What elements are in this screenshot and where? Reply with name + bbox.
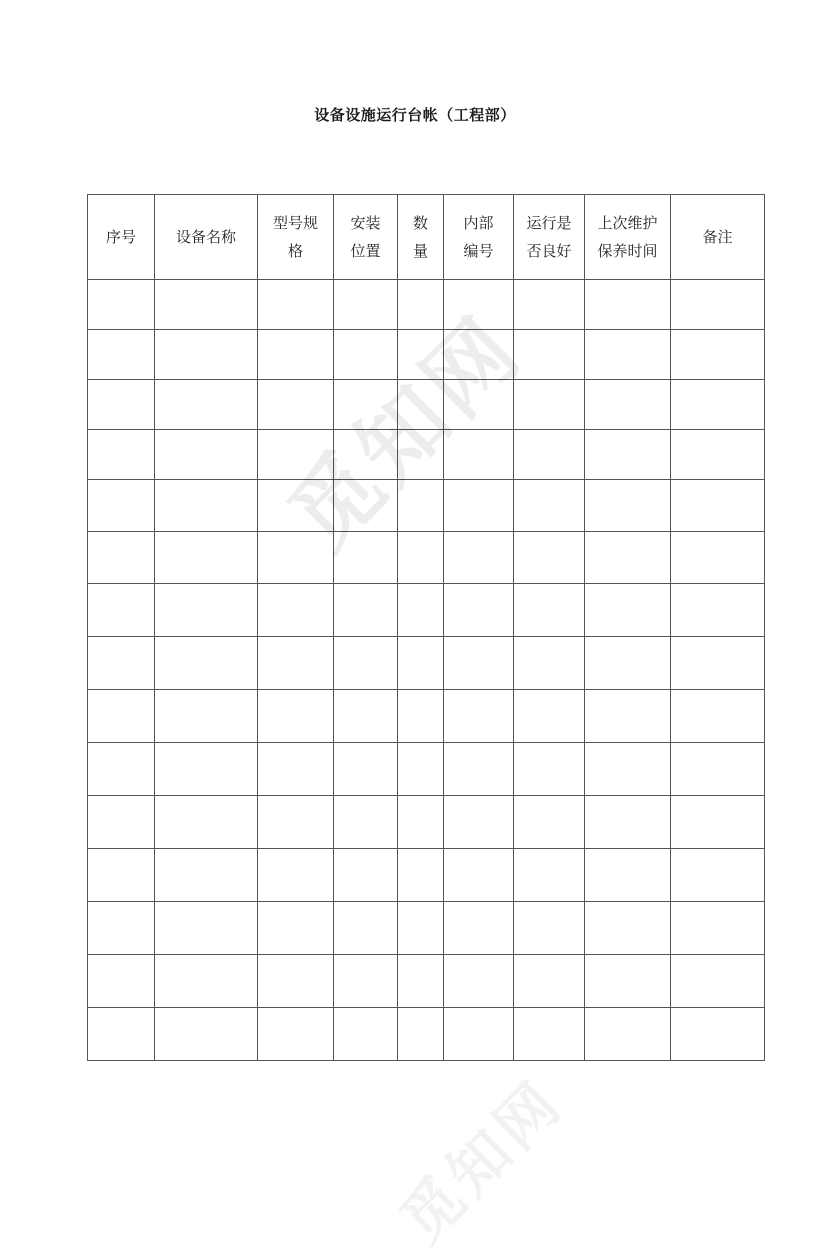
table-cell[interactable] [398, 1008, 444, 1061]
table-cell[interactable] [444, 637, 514, 690]
table-cell[interactable] [88, 430, 155, 480]
table-cell[interactable] [334, 902, 398, 955]
table-cell[interactable] [155, 532, 258, 584]
table-cell[interactable] [398, 480, 444, 532]
table-cell[interactable] [258, 1008, 334, 1061]
table-cell[interactable] [155, 796, 258, 849]
column-header-last-maintenance: 上次维护 保养时间 [585, 195, 671, 280]
table-cell[interactable] [671, 430, 765, 480]
table-cell[interactable] [444, 955, 514, 1008]
table-cell[interactable] [514, 584, 585, 637]
table-row [88, 380, 765, 430]
table-row [88, 849, 765, 902]
table-cell[interactable] [258, 480, 334, 532]
table-row [88, 690, 765, 743]
table-cell[interactable] [514, 1008, 585, 1061]
table-cell[interactable] [671, 743, 765, 796]
table-row [88, 1008, 765, 1061]
table-cell[interactable] [155, 955, 258, 1008]
table-cell[interactable] [671, 690, 765, 743]
table-cell[interactable] [398, 330, 444, 380]
table-cell[interactable] [514, 743, 585, 796]
table-cell[interactable] [155, 280, 258, 330]
table-cell[interactable] [258, 955, 334, 1008]
table-cell[interactable] [585, 584, 671, 637]
table-cell[interactable] [334, 584, 398, 637]
table-row [88, 532, 765, 584]
table-cell[interactable] [671, 480, 765, 532]
table-cell[interactable] [155, 330, 258, 380]
table-cell[interactable] [671, 380, 765, 430]
table-cell[interactable] [258, 380, 334, 430]
table-cell[interactable] [398, 280, 444, 330]
table-cell[interactable] [334, 796, 398, 849]
table-cell[interactable] [444, 480, 514, 532]
column-header-install-location: 安装 位置 [334, 195, 398, 280]
table-cell[interactable] [671, 330, 765, 380]
table-row [88, 330, 765, 380]
table-cell[interactable] [444, 430, 514, 480]
table-cell[interactable] [88, 1008, 155, 1061]
table-cell[interactable] [514, 280, 585, 330]
table-cell[interactable] [585, 637, 671, 690]
table-row [88, 955, 765, 1008]
table-cell[interactable] [398, 849, 444, 902]
table-cell[interactable] [444, 584, 514, 637]
table-cell[interactable] [334, 280, 398, 330]
table-cell[interactable] [88, 637, 155, 690]
table-cell[interactable] [585, 532, 671, 584]
table-cell[interactable] [514, 637, 585, 690]
table-cell[interactable] [258, 902, 334, 955]
column-header-remarks: 备注 [671, 195, 765, 280]
table-cell[interactable] [155, 902, 258, 955]
table-row [88, 480, 765, 532]
table-cell[interactable] [671, 532, 765, 584]
table-cell[interactable] [585, 480, 671, 532]
table-row [88, 902, 765, 955]
table-cell[interactable] [398, 690, 444, 743]
table-cell[interactable] [258, 330, 334, 380]
table-cell[interactable] [88, 955, 155, 1008]
table-cell[interactable] [444, 849, 514, 902]
table-cell[interactable] [258, 637, 334, 690]
table-cell[interactable] [398, 796, 444, 849]
table-cell[interactable] [88, 584, 155, 637]
table-cell[interactable] [155, 584, 258, 637]
table-cell[interactable] [88, 480, 155, 532]
table-cell[interactable] [514, 480, 585, 532]
table-cell[interactable] [671, 637, 765, 690]
table-cell[interactable] [334, 637, 398, 690]
table-cell[interactable] [585, 796, 671, 849]
table-cell[interactable] [585, 330, 671, 380]
table-cell[interactable] [398, 380, 444, 430]
table-cell[interactable] [88, 743, 155, 796]
table-cell[interactable] [671, 955, 765, 1008]
table-cell[interactable] [444, 380, 514, 430]
table-row [88, 743, 765, 796]
table-cell[interactable] [398, 430, 444, 480]
table-cell[interactable] [671, 584, 765, 637]
table-cell[interactable] [88, 796, 155, 849]
table-cell[interactable] [514, 690, 585, 743]
table-cell[interactable] [514, 380, 585, 430]
table-cell[interactable] [155, 430, 258, 480]
table-cell[interactable] [444, 532, 514, 584]
table-cell[interactable] [585, 743, 671, 796]
table-cell[interactable] [398, 532, 444, 584]
table-cell[interactable] [444, 743, 514, 796]
table-cell[interactable] [88, 849, 155, 902]
watermark-partial: 觅知网 [387, 1066, 578, 1257]
table-cell[interactable] [155, 690, 258, 743]
table-cell[interactable] [444, 796, 514, 849]
table-cell[interactable] [155, 480, 258, 532]
table-cell[interactable] [258, 532, 334, 584]
table-cell[interactable] [671, 849, 765, 902]
table-cell[interactable] [334, 849, 398, 902]
table-cell[interactable] [585, 380, 671, 430]
table-cell[interactable] [155, 743, 258, 796]
equipment-ledger-table [87, 194, 765, 1061]
table-cell[interactable] [671, 902, 765, 955]
table-row [88, 280, 765, 330]
table-cell[interactable] [155, 849, 258, 902]
column-header-equipment-name: 设备名称 [155, 195, 258, 280]
table-cell[interactable] [514, 955, 585, 1008]
table-cell[interactable] [334, 330, 398, 380]
table-row [88, 584, 765, 637]
table-cell[interactable] [334, 955, 398, 1008]
table-cell[interactable] [88, 280, 155, 330]
watermark: 觅知网 [269, 296, 542, 569]
table-cell[interactable] [258, 430, 334, 480]
table-cell[interactable] [585, 430, 671, 480]
table-row [88, 430, 765, 480]
table-cell[interactable] [88, 330, 155, 380]
table-cell[interactable] [514, 330, 585, 380]
table-cell[interactable] [334, 743, 398, 796]
table-cell[interactable] [258, 849, 334, 902]
table-row [88, 796, 765, 849]
column-header-model-spec: 型号规 格 [258, 195, 334, 280]
table-cell[interactable] [514, 796, 585, 849]
table-cell[interactable] [444, 1008, 514, 1061]
table-cell[interactable] [444, 690, 514, 743]
table-cell[interactable] [585, 1008, 671, 1061]
table-body [88, 280, 765, 1061]
table-cell[interactable] [88, 902, 155, 955]
table-row [88, 637, 765, 690]
page-title: 设备设施运行台帐（工程部） [314, 106, 516, 124]
table-cell[interactable] [88, 532, 155, 584]
table-cell[interactable] [585, 280, 671, 330]
table-cell[interactable] [258, 743, 334, 796]
table-cell[interactable] [155, 637, 258, 690]
table-cell[interactable] [444, 330, 514, 380]
table-cell[interactable] [334, 380, 398, 430]
table-cell[interactable] [514, 430, 585, 480]
table-cell[interactable] [88, 380, 155, 430]
table-cell[interactable] [334, 690, 398, 743]
table-cell[interactable] [444, 280, 514, 330]
table-cell[interactable] [585, 690, 671, 743]
table-cell[interactable] [444, 902, 514, 955]
table-cell[interactable] [671, 796, 765, 849]
table-cell[interactable] [398, 637, 444, 690]
column-header-quantity: 数 量 [398, 195, 444, 280]
column-header-serial-number: 序号 [88, 195, 155, 280]
table-cell[interactable] [258, 690, 334, 743]
table-cell[interactable] [398, 743, 444, 796]
table-cell[interactable] [514, 532, 585, 584]
table-cell[interactable] [155, 380, 258, 430]
table-cell[interactable] [334, 480, 398, 532]
column-header-running-status: 运行是 否良好 [514, 195, 585, 280]
table-cell[interactable] [398, 902, 444, 955]
table-cell[interactable] [671, 280, 765, 330]
column-header-internal-number: 内部 编号 [444, 195, 514, 280]
table-cell[interactable] [398, 584, 444, 637]
table-cell[interactable] [88, 690, 155, 743]
table-cell[interactable] [334, 532, 398, 584]
table-cell[interactable] [334, 1008, 398, 1061]
table-cell[interactable] [334, 430, 398, 480]
table-cell[interactable] [514, 902, 585, 955]
table-cell[interactable] [585, 902, 671, 955]
table-cell[interactable] [258, 796, 334, 849]
table-cell[interactable] [155, 1008, 258, 1061]
table-cell[interactable] [585, 955, 671, 1008]
table-cell[interactable] [585, 849, 671, 902]
table-cell[interactable] [514, 849, 585, 902]
table-cell[interactable] [258, 280, 334, 330]
table-cell[interactable] [671, 1008, 765, 1061]
table-cell[interactable] [398, 955, 444, 1008]
table-header-row [88, 195, 765, 280]
table-cell[interactable] [258, 584, 334, 637]
